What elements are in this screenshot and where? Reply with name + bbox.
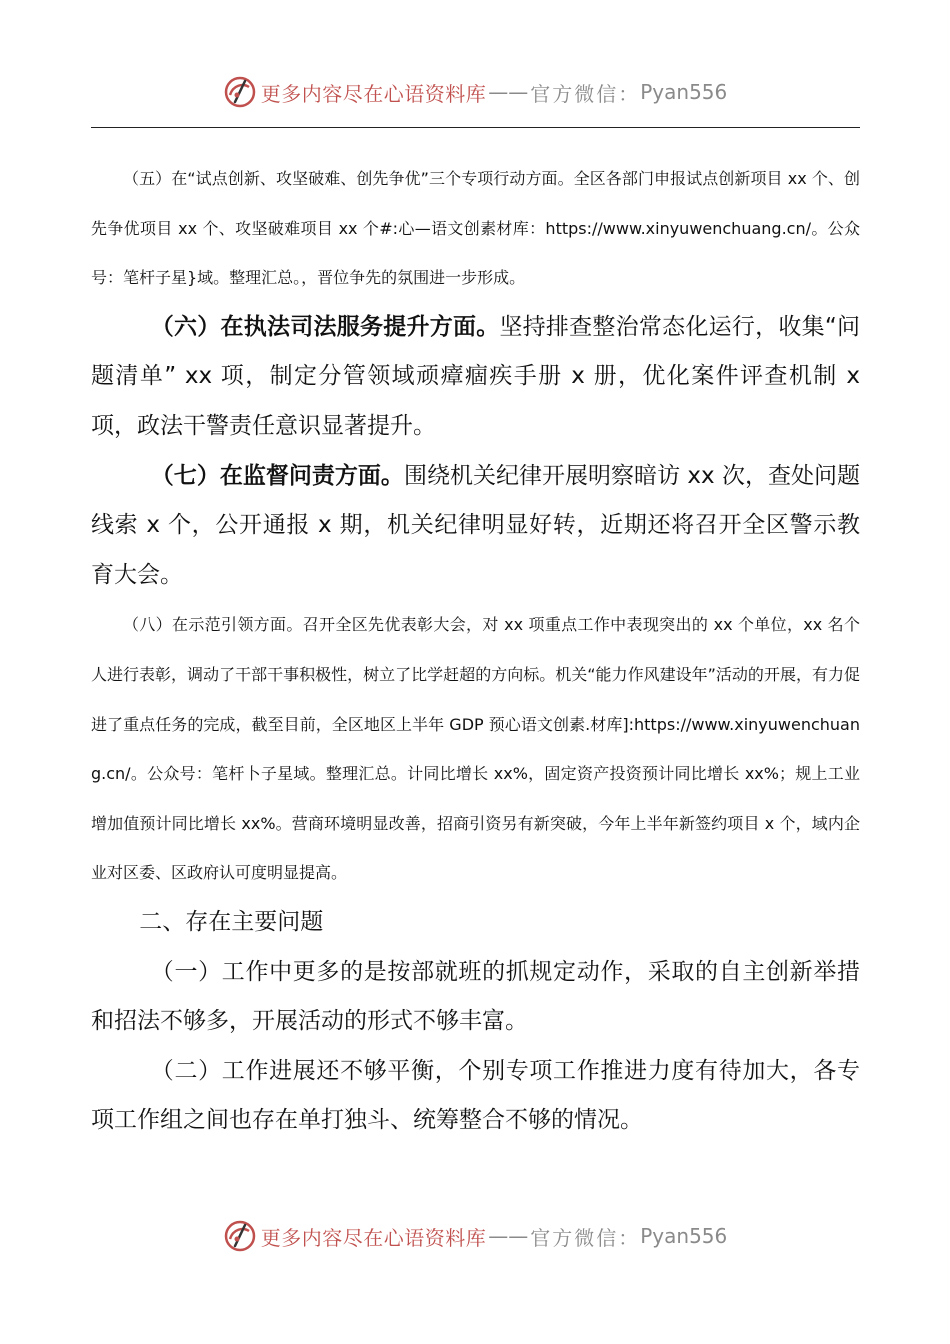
paragraph-seven-body: 围绕机关纪律开展明察暗访 xx 次，查处问题线索 x 个，公开通报 x 期，机关纪律明显好转，近期还将召开全区警示教育大会。 — [91, 462, 861, 588]
paragraph-seven — [91, 452, 860, 601]
banner-wechat-id: Pyan556 — [640, 1224, 728, 1248]
banner-wechat-id: Pyan556 — [640, 80, 728, 104]
banner-brand-text: 更多内容尽在心语资料库 — [260, 81, 487, 106]
paragraph-six-title: （六）在执法司法服务提升方面。 — [150, 313, 500, 340]
paragraph-seven-title: （七）在监督问责方面。 — [150, 462, 404, 489]
section-two-item-one: （一）工作中更多的是按部就班的抓规定动作，采取的自主创新举措和招法不够多，开展活动的形式不够丰富。 — [91, 958, 860, 1035]
banner-separator: —— — [488, 1224, 529, 1248]
banner-brand-text: 更多内容尽在心语资料库 — [260, 1225, 487, 1250]
paragraph-five: （五）在“试点创新、攻坚破难、创先争优”三个专项行动方面。全区各部门申报试点创新项目 xx 个、创先争优项目 xx 个、攻坚破难项目 xx 个#:心—语文创素材库：https://www.xinyuwenchuang.cn/。公众号：笔杆子星}域。整理汇总。，晋位争先的氛围进一步形成。 — [91, 169, 860, 288]
paragraph-six-body: 坚持排查整治常态化运行，收集“问题清单” xx 项，制定分管领域顽瘴痼疾手册 x 册，优化案件评查机制 x 项，政法干警责任意识显著提升。 — [91, 313, 860, 439]
section-two-heading: 二、存在主要问题 — [139, 908, 324, 935]
document-body — [91, 154, 860, 1146]
banner-wechat-label: 官方微信： — [530, 81, 641, 106]
paragraph-six — [91, 303, 860, 452]
footer-banner — [0, 1216, 950, 1256]
paragraph-eight: （八）在示范引领方面。召开全区先优表彰大会，对 xx 项重点工作中表现突出的 xx 个单位，xx 名个人进行表彰，调动了干部干事积极性，树立了比学赶超的方向标。机关“能力作风建设年”活动的开展，有力促进了重点任务的完成，截至目前，全区地区上半年 GDP 预心语文创素.材库]:https://www.xinyuwenchuang.cn/。公众号：笔杆卜子星域。整理汇总。计同比增长 xx%，固定资产投资预计同比增长 xx%；规上工业增加值预计同比增长 xx%。营商环境明显改善，招商引资另有新突破，今年上半年新签约项目 x 个，域内企业对区委、区政府认可度明显提高。 — [91, 615, 860, 883]
brand-logo-icon — [223, 1219, 257, 1253]
header-divider — [91, 127, 860, 128]
banner-wechat-label: 官方微信： — [530, 1225, 641, 1250]
header-banner — [0, 72, 950, 112]
brand-logo-icon — [223, 75, 257, 109]
banner-separator: —— — [488, 80, 529, 104]
section-two-item-two: （二）工作进展还不够平衡，个别专项工作推进力度有待加大，各专项工作组之间也存在单打独斗、统筹整合不够的情况。 — [91, 1057, 860, 1134]
